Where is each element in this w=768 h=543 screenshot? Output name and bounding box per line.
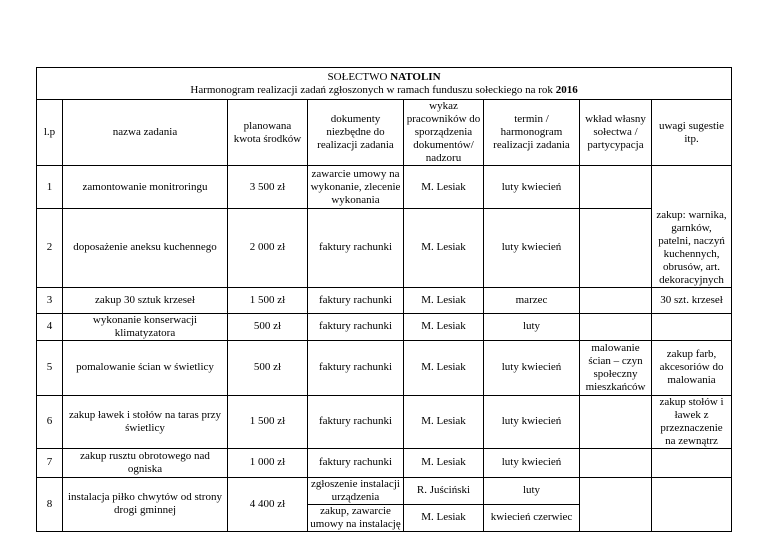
header-task: nazwa zadania <box>63 100 228 166</box>
row-docs: zawarcie umowy na wykonanie, zlecenie wykonania <box>308 166 404 209</box>
schedule-table <box>36 67 732 532</box>
row-docs: zgłoszenie instalacji urządzenia <box>308 477 404 504</box>
year: 2016 <box>555 83 578 96</box>
row-task: instalacja piłko chwytów od strony drogi gminnej <box>63 477 228 531</box>
row-own <box>580 166 652 209</box>
row-task: doposażenie aneksu kuchennego <box>63 209 228 288</box>
row-person: M. Lesiak <box>404 166 484 209</box>
row-own <box>580 477 652 531</box>
row-lp: 2 <box>37 209 63 288</box>
row-notes: zakup: warnika, garnków, patelni, naczyń kuchennych, obrusów, art. dekoracyjnych <box>652 209 732 288</box>
header-row <box>37 100 732 166</box>
schedule-document <box>36 67 731 530</box>
row-task: zamontowanie monitroringu <box>63 166 228 209</box>
row-docs: faktury rachunki <box>308 209 404 288</box>
document-title <box>37 68 732 100</box>
row-task: wykonanie konserwacji klimatyzatora <box>63 313 228 340</box>
row-term: kwiecień czerwiec <box>484 504 580 531</box>
row-own <box>580 287 652 313</box>
row-term: luty kwiecień <box>484 340 580 395</box>
header-amount: planowana kwota środków <box>228 100 308 166</box>
header-persons: wykaz pracowników do sporządzenia dokumentów/ nadzoru <box>404 100 484 166</box>
table-row <box>37 166 732 209</box>
header-term: termin / harmonogram realizacji zadania <box>484 100 580 166</box>
row-lp: 6 <box>37 395 63 448</box>
row-amount: 1 500 zł <box>228 287 308 313</box>
row-lp: 1 <box>37 166 63 209</box>
row-term: luty kwiecień <box>484 448 580 477</box>
row-docs: faktury rachunki <box>308 340 404 395</box>
row-person: M. Lesiak <box>404 313 484 340</box>
row-task: pomalowanie ścian w świetlicy <box>63 340 228 395</box>
header-notes: uwagi sugestie itp. <box>652 100 732 166</box>
row-docs: faktury rachunki <box>308 287 404 313</box>
row-docs: zakup, zawarcie umowy na instalację <box>308 504 404 531</box>
table-row <box>37 313 732 340</box>
row-amount: 500 zł <box>228 313 308 340</box>
header-lp: l.p <box>37 100 63 166</box>
row-person: M. Lesiak <box>404 395 484 448</box>
row-notes: zakup farb, akcesoriów do malowania <box>652 340 732 395</box>
row-person: R. Juściński <box>404 477 484 504</box>
row-notes <box>652 313 732 340</box>
table-row <box>37 448 732 477</box>
row-person: M. Lesiak <box>404 209 484 288</box>
table-row <box>37 477 732 504</box>
row-notes: 30 szt. krzeseł <box>652 287 732 313</box>
row-lp: 3 <box>37 287 63 313</box>
row-term: luty kwiecień <box>484 395 580 448</box>
row-own <box>580 448 652 477</box>
table-row <box>37 287 732 313</box>
row-notes <box>652 166 732 209</box>
table-row <box>37 395 732 448</box>
row-own <box>580 313 652 340</box>
row-lp: 5 <box>37 340 63 395</box>
village-name: NATOLIN <box>390 70 441 83</box>
row-term: luty kwiecień <box>484 166 580 209</box>
row-lp: 4 <box>37 313 63 340</box>
row-person: M. Lesiak <box>404 287 484 313</box>
row-amount: 1 500 zł <box>228 395 308 448</box>
row-own <box>580 209 652 288</box>
row-own: malowanie ścian – czyn społeczny mieszkańców <box>580 340 652 395</box>
row-task: zakup rusztu obrotowego nad ogniska <box>63 448 228 477</box>
row-lp: 8 <box>37 477 63 531</box>
row-notes <box>652 448 732 477</box>
row-term: luty <box>484 477 580 504</box>
row-docs: faktury rachunki <box>308 395 404 448</box>
row-lp: 7 <box>37 448 63 477</box>
row-amount: 3 500 zł <box>228 166 308 209</box>
header-own: wkład własny sołectwa / partycypacja <box>580 100 652 166</box>
row-person: M. Lesiak <box>404 448 484 477</box>
row-person: M. Lesiak <box>404 340 484 395</box>
row-notes <box>652 477 732 531</box>
table-row <box>37 209 732 288</box>
row-amount: 500 zł <box>228 340 308 395</box>
row-notes: zakup stołów i ławek z przeznaczenie na zewnątrz <box>652 395 732 448</box>
row-person: M. Lesiak <box>404 504 484 531</box>
row-own <box>580 395 652 448</box>
row-docs: faktury rachunki <box>308 448 404 477</box>
row-amount: 2 000 zł <box>228 209 308 288</box>
table-row <box>37 340 732 395</box>
title-prefix: SOŁECTWO <box>327 70 388 83</box>
subtitle: Harmonogram realizacji zadań zgłoszonych w ramach funduszu sołeckiego na rok <box>190 83 553 96</box>
row-task: zakup ławek i stołów na taras przy świetlicy <box>63 395 228 448</box>
row-docs: faktury rachunki <box>308 313 404 340</box>
header-docs: dokumenty niezbędne do realizacji zadania <box>308 100 404 166</box>
row-term: luty kwiecień <box>484 209 580 288</box>
row-term: marzec <box>484 287 580 313</box>
row-task: zakup 30 sztuk krzeseł <box>63 287 228 313</box>
row-term: luty <box>484 313 580 340</box>
row-amount: 1 000 zł <box>228 448 308 477</box>
row-amount: 4 400 zł <box>228 477 308 531</box>
